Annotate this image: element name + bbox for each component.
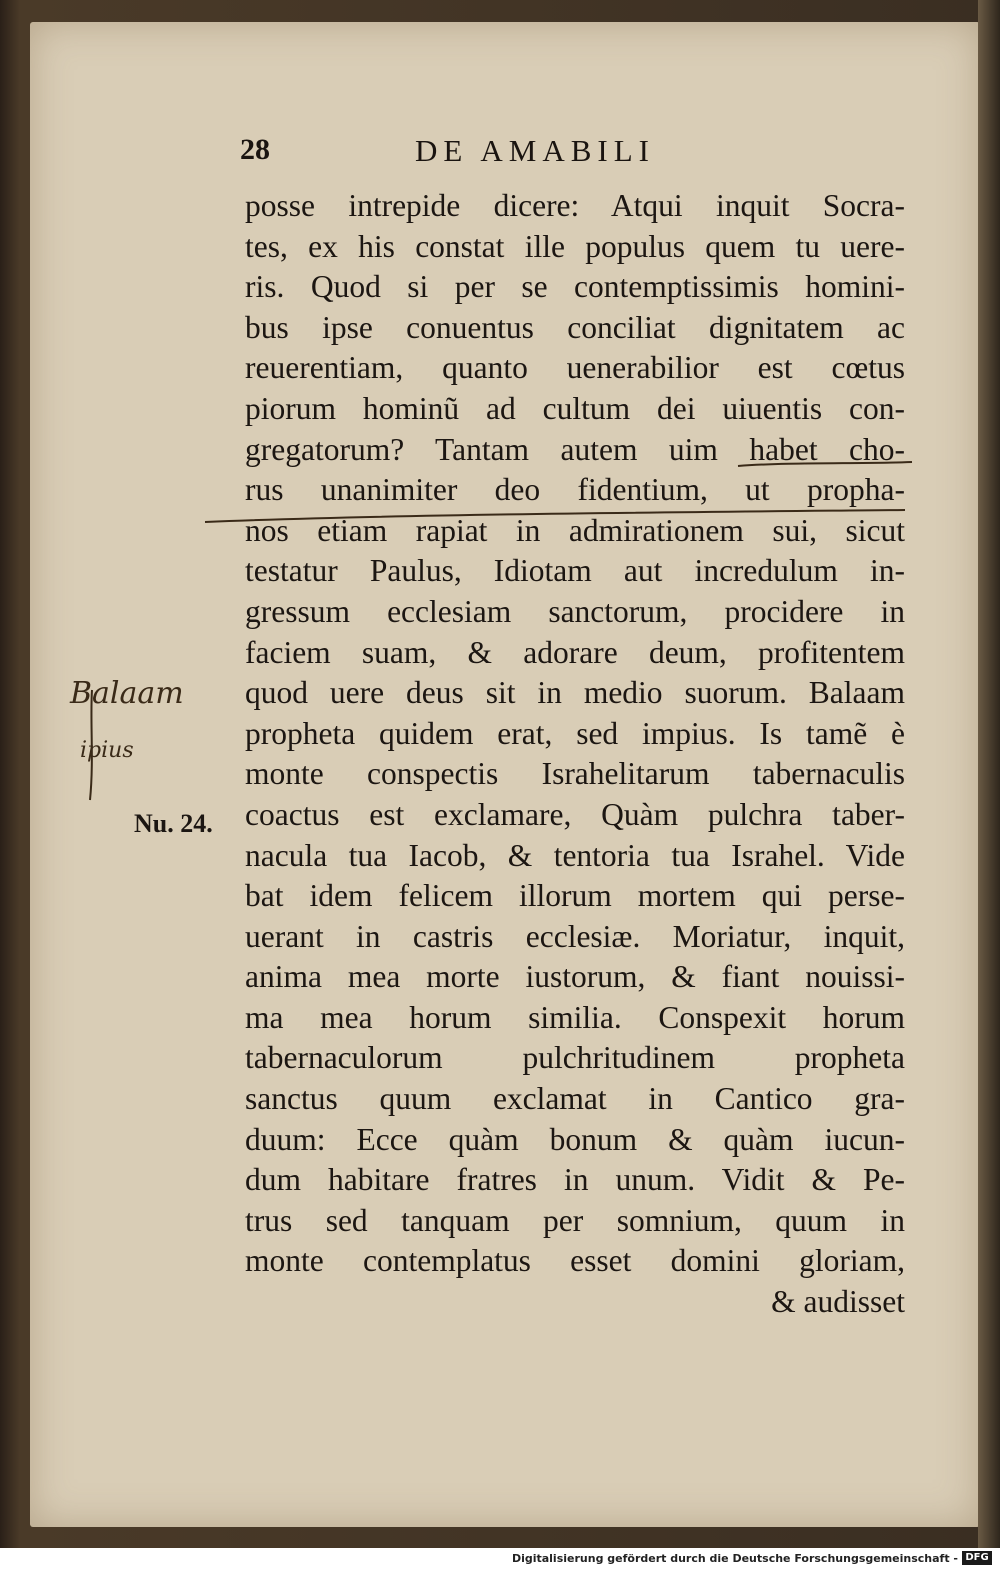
- text-line: ma mea horum similia. Conspexit horum: [245, 999, 905, 1035]
- text-line: anima mea morte iustorum, & fiant nouissi-: [245, 959, 905, 995]
- handwritten-marginal-note: ipius: [80, 738, 134, 763]
- book-spine: [978, 0, 1000, 1548]
- text-line: trus sed tanquam per somnium, quum in: [245, 1202, 905, 1238]
- text-line: bus ipse conuentus conciliat dignitatem ac: [245, 309, 905, 345]
- text-line: uerant in castris ecclesiæ. Moriatur, inquit,: [245, 918, 905, 954]
- text-line: coactus est exclamare, Quàm pulchra taber-: [245, 796, 905, 832]
- text-line: nos etiam rapiat in admirationem sui, sicut: [245, 512, 905, 548]
- marginal-reference: Nu. 24.: [134, 809, 213, 838]
- text-line: faciem suam, & adorare deum, profitentem: [245, 634, 905, 670]
- text-line: dum habitare fratres in unum. Vidit & Pe-: [245, 1162, 905, 1198]
- text-line: monte conspectis Israhelitarum tabernaculis: [245, 756, 905, 792]
- page-header: [0, 133, 1000, 173]
- text-line: tabernaculorum pulchritudinem propheta: [245, 1040, 905, 1076]
- text-line: gregatorum? Tantam autem uim habet cho-: [245, 431, 905, 467]
- text-line: posse intrepide dicere: Atqui inquit Socra-: [245, 188, 905, 223]
- text-line: testatur Paulus, Idiotam aut incredulum in-: [245, 553, 905, 589]
- dfg-logo: DFG: [962, 1551, 992, 1565]
- catchword-line: & audisset: [771, 1284, 905, 1320]
- page-number: 28: [240, 133, 270, 166]
- text-line: monte contemplatus esset domini gloriam,: [245, 1243, 905, 1279]
- text-line: duum: Ecce quàm bonum & quàm iucun-: [245, 1121, 905, 1157]
- footer-credit: Digitalisierung gefördert durch die Deutsche Forschungsgemeinschaft -: [511, 1552, 958, 1565]
- handwritten-marginal-name: Balaam: [70, 676, 184, 711]
- text-line: quod uere deus sit in medio suorum. Balaam: [245, 675, 905, 711]
- text-line: propheta quidem erat, sed impius. Is tamẽ è: [245, 715, 905, 751]
- text-line: tes, ex his constat ille populus quem tu uere-: [245, 228, 905, 264]
- text-line: sanctus quum exclamat in Cantico gra-: [245, 1081, 905, 1117]
- text-line: rus unanimiter deo fidentium, ut propha-: [245, 472, 905, 508]
- text-line: nacula tua Iacob, & tentoria tua Israhel. Vide: [245, 837, 905, 873]
- text-line: gressum ecclesiam sanctorum, procidere in: [245, 593, 905, 629]
- text-line: bat idem felicem illorum mortem qui perse-: [245, 878, 905, 914]
- text-line: ris. Quod si per se contemptissimis homini-: [245, 269, 905, 305]
- text-line: reuerentiam, quanto uenerabilior est cœtus: [245, 350, 905, 386]
- running-head: DE AMABILI: [415, 133, 655, 168]
- text-line: piorum hominũ ad cultum dei uiuentis con-: [245, 390, 905, 426]
- body-text: [245, 186, 905, 1323]
